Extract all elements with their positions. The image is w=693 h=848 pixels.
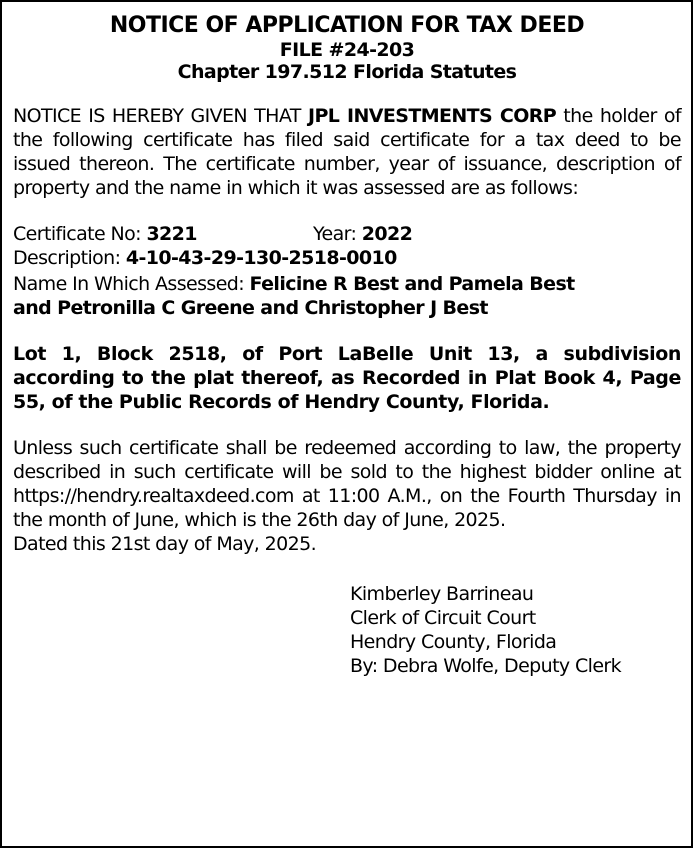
clerk-office: Clerk of Circuit Court	[350, 607, 536, 629]
certificate-row	[13, 222, 681, 246]
signature-block	[350, 582, 681, 678]
certificate-year-field	[313, 222, 412, 246]
notice-header	[13, 12, 681, 83]
certificate-year-label: Year:	[313, 223, 357, 245]
certificate-holder: JPL INVESTMENTS CORP	[307, 105, 557, 127]
spacer	[13, 200, 681, 222]
description-field	[13, 246, 681, 270]
clerk-name: Kimberley Barrineau	[350, 583, 534, 605]
assessed-label: Name In Which Assessed:	[13, 273, 245, 295]
parcel-description: 4-10-43-29-130-2518-0010	[125, 247, 397, 269]
spacer	[13, 83, 681, 105]
file-number: FILE #24-203	[279, 39, 415, 61]
assessed-names-line1: Felicine R Best and Pamela Best	[249, 273, 575, 295]
intro-rest: the holder of the following certificate has filed said certificate for a tax deed to be issued thereon. The certificate number, year of issuance, description of property and the name in which it was assessed are as follows:	[13, 105, 681, 199]
dated-line: Dated this 21st day of May, 2025.	[13, 533, 317, 555]
intro-lead: NOTICE IS HEREBY GIVEN THAT	[13, 105, 301, 127]
certificate-year: 2022	[361, 223, 413, 245]
deputy-clerk: By: Debra Wolfe, Deputy Clerk	[350, 655, 622, 677]
sale-notice: Unless such certificate shall be redeemed according to law, the property described in such certificate will be sold to the highest bidder online at https://hendry.realtaxdeed.com at 11:00 A.M., on the Fourth Thursday in the month of June, which is the 26th day of June, 2025.	[13, 437, 681, 531]
certificate-number-label: Certificate No:	[13, 223, 141, 245]
description-label: Description:	[13, 247, 121, 269]
certificate-details	[13, 222, 681, 320]
clerk-county: Hendry County, Florida	[350, 631, 557, 653]
notice-title: NOTICE OF APPLICATION FOR TAX DEED	[109, 13, 585, 38]
assessed-name-field	[13, 272, 681, 320]
certificate-number: 3221	[146, 223, 197, 245]
legal-description: Lot 1, Block 2518, of Port LaBelle Unit 13, a subdivision according to the plat thereof, as Recorded in Plat Book 4, Page 55, of the Public Records of Hendry County, Florida.	[13, 343, 681, 413]
spacer	[13, 320, 681, 342]
statute-chapter: Chapter 197.512 Florida Statutes	[177, 61, 517, 83]
assessed-names-line2: and Petronilla C Greene and Christopher J Best	[13, 297, 488, 319]
spacer	[13, 414, 681, 436]
intro-paragraph	[13, 104, 681, 200]
certificate-number-field	[13, 222, 313, 246]
